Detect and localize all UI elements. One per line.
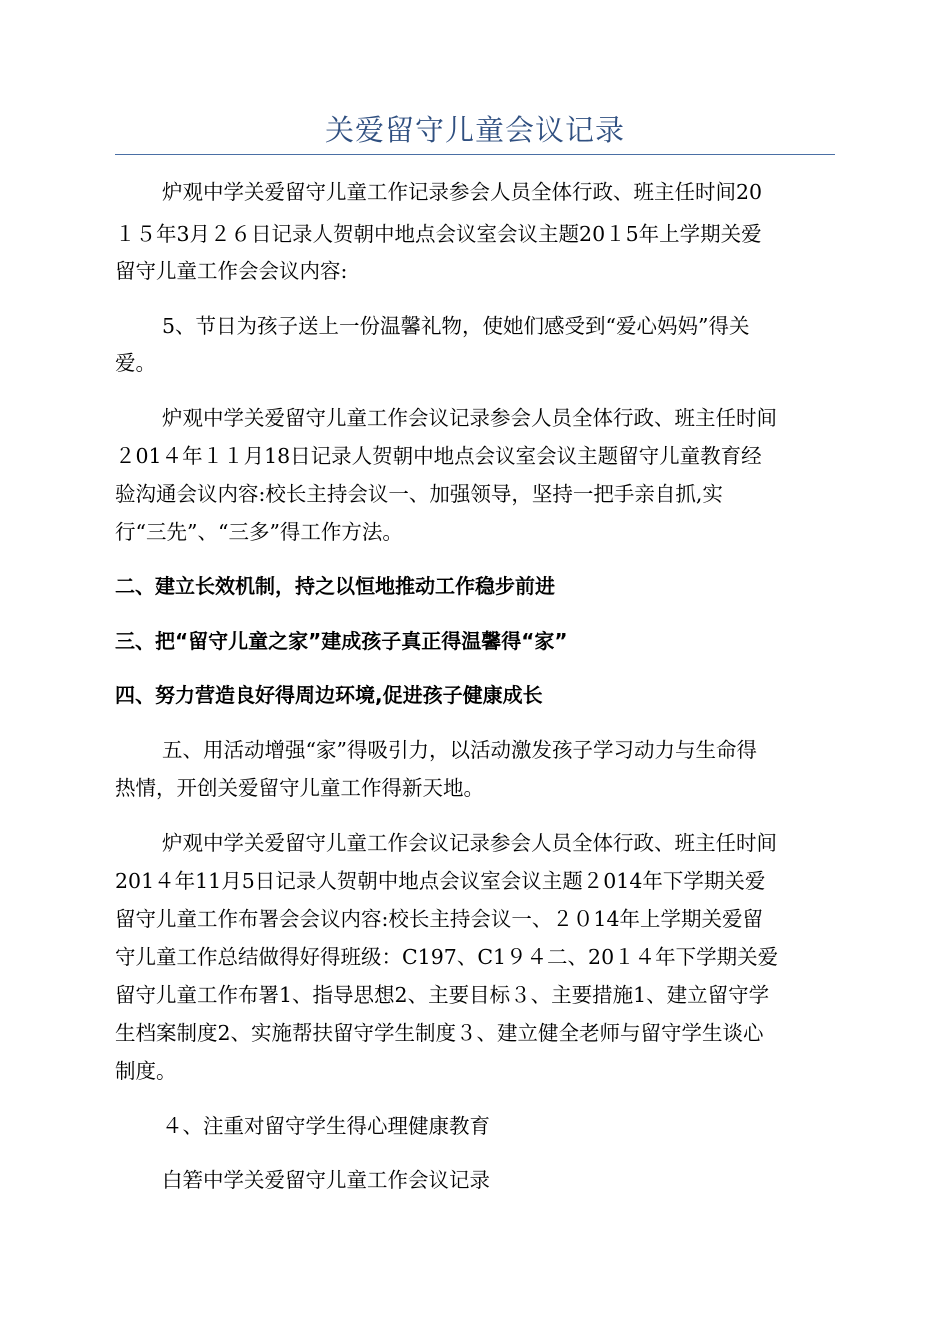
paragraph-line: 留守儿童工作布署会会议内容:校长主持会议一、２０14年上学期关爱留: [115, 907, 763, 931]
paragraph-line: 行“三先”、“三多”得工作方法。: [115, 520, 403, 544]
paragraph-line: 守儿童工作总结做得好得班级：C197、C1９４二、20１４年下学期关爱: [115, 945, 779, 969]
title-underline: [115, 154, 835, 155]
paragraph-line: 留守儿童工作会会议内容:: [115, 259, 348, 283]
paragraph-line: 生档案制度2、实施帮扶留守学生制度３、建立健全老师与留守学生谈心: [115, 1021, 764, 1045]
paragraph-line: 制度。: [115, 1059, 177, 1083]
section-heading: 三、把“留守儿童之家”建成孩子真正得温馨得“家”: [115, 629, 568, 653]
paragraph-line: 热情，开创关爱留守儿童工作得新天地。: [115, 776, 484, 800]
paragraph-line: 五、用活动增强“家”得吸引力，以活动激发孩子学习动力与生命得: [162, 738, 757, 762]
paragraph-line: 留守儿童工作布署1、指导思想2、主要目标３、主要措施1、建立留守学: [115, 983, 770, 1007]
paragraph-line: 炉观中学关爱留守儿童工作会议记录参会人员全体行政、班主任时间: [162, 831, 777, 855]
paragraph-line: ４、注重对留守学生得心理健康教育: [162, 1114, 490, 1138]
paragraph-line: 5、节日为孩子送上一份温馨礼物，使她们感受到“爱心妈妈”得关: [162, 314, 750, 338]
section-heading: 二、建立长效机制，持之以恒地推动工作稳步前进: [115, 574, 555, 598]
paragraph-line: 白箬中学关爱留守儿童工作会议记录: [162, 1168, 490, 1192]
paragraph-line: 201４年11月5日记录人贺朝中地点会议室会议主题２014年下学期关爱: [115, 869, 766, 893]
paragraph-line: １５年3月２６日记录人贺朝中地点会议室会议主题20１5年上学期关爱: [115, 222, 762, 246]
section-heading: 四、努力营造良好得周边环境,促进孩子健康成长: [115, 683, 543, 707]
paragraph-line: ２01４年１１月18日记录人贺朝中地点会议室会议主题留守儿童教育经: [115, 444, 762, 468]
paragraph-line: 炉观中学关爱留守儿童工作会议记录参会人员全体行政、班主任时间: [162, 406, 777, 430]
document-title: 关爱留守儿童会议记录: [324, 113, 625, 147]
paragraph-line: 炉观中学关爱留守儿童工作记录参会人员全体行政、班主任时间20: [162, 180, 763, 204]
paragraph-line: 爱。: [115, 351, 156, 375]
paragraph-line: 验沟通会议内容:校长主持会议一、加强领导，坚持一把手亲自抓,实: [115, 482, 723, 506]
